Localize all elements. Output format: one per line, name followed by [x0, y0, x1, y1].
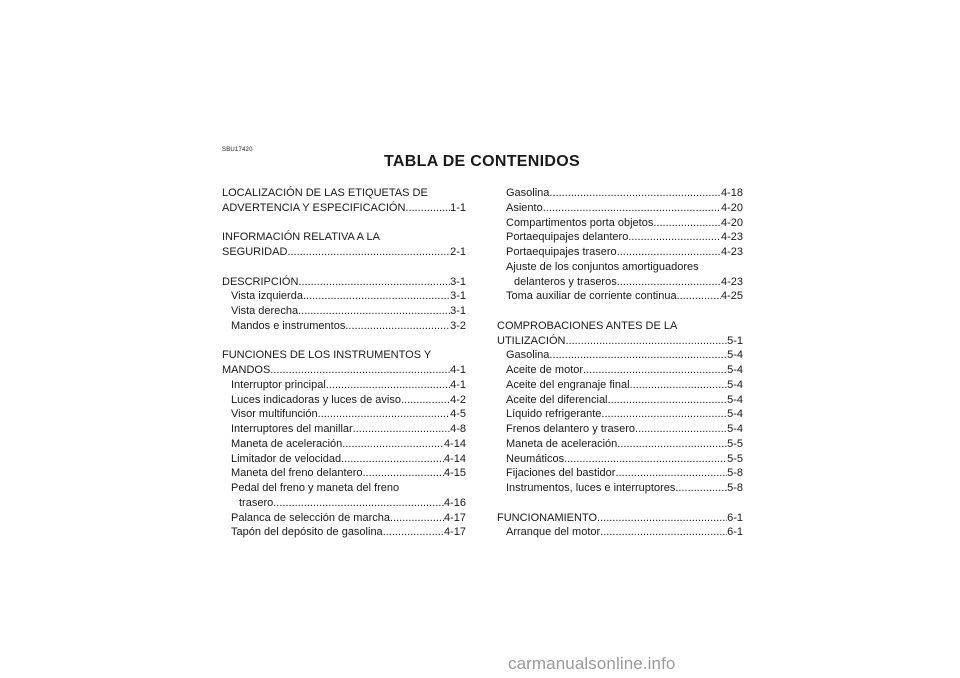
- dot-leader: [549, 186, 721, 201]
- toc-subentry[interactable]: [497, 378, 743, 393]
- toc-page-number: 1-1: [450, 201, 466, 214]
- toc-page-number: 4-18: [720, 187, 743, 199]
- toc-subentry[interactable]: [222, 289, 466, 304]
- toc-entry[interactable]: [497, 511, 743, 526]
- toc-entry-label: Portaequipajes trasero: [506, 246, 617, 258]
- toc-subentry[interactable]: [222, 422, 466, 437]
- dot-leader: [608, 393, 728, 408]
- toc-page-number: 4-25: [720, 290, 743, 303]
- toc-entry-label: Interruptor principal: [231, 378, 326, 391]
- toc-entry-label: Mandos e instrumentos: [231, 319, 346, 332]
- toc-entry-label: Fijaciones del bastidor: [506, 467, 616, 480]
- toc-subentry[interactable]: [222, 393, 466, 408]
- toc-page-number: 5-8: [727, 482, 743, 494]
- toc-subentry-heading: Ajuste de los conjuntos amortiguadores: [506, 260, 699, 273]
- toc-subentry[interactable]: [222, 304, 466, 319]
- dot-leader: [675, 481, 727, 496]
- toc-entry[interactable]: [222, 201, 466, 216]
- toc-page-number: 4-20: [720, 216, 743, 229]
- toc-entry-label: Maneta del freno delantero: [231, 467, 363, 480]
- toc-page-number: 4-16: [443, 496, 466, 509]
- toc-page-number: 5-1: [727, 334, 743, 347]
- dot-leader: [628, 230, 721, 245]
- page-title: TABLA DE CONTENIDOS: [384, 153, 580, 170]
- dot-leader: [565, 334, 727, 349]
- dot-leader: [383, 525, 444, 540]
- toc-subentry[interactable]: [222, 466, 466, 481]
- dot-leader: [564, 452, 727, 467]
- toc-entry-label: SEGURIDAD: [222, 246, 288, 258]
- dot-leader: [600, 525, 727, 540]
- toc-subentry[interactable]: [222, 511, 466, 526]
- dot-leader: [401, 393, 450, 408]
- toc-left-column: [222, 186, 466, 540]
- dot-leader: [345, 319, 450, 334]
- watermark: carmanualsonline.info: [508, 654, 676, 673]
- dot-leader: [677, 289, 721, 304]
- toc-page-number: 4-23: [720, 275, 743, 288]
- toc-subentry[interactable]: [497, 422, 743, 437]
- toc-subentry[interactable]: [222, 496, 466, 511]
- toc-entry-label: Maneta de aceleración: [506, 437, 618, 450]
- toc-subentry[interactable]: [497, 230, 743, 245]
- toc-subentry[interactable]: [497, 466, 743, 481]
- toc-subentry[interactable]: [497, 201, 743, 216]
- toc-page-number: 6-1: [727, 511, 743, 524]
- toc-subentry[interactable]: [497, 407, 743, 422]
- toc-page-number: 5-4: [727, 393, 743, 406]
- dot-leader: [270, 363, 450, 378]
- toc-page-number: 5-4: [727, 378, 743, 391]
- dot-leader: [630, 378, 728, 393]
- toc-subentry[interactable]: [497, 275, 743, 290]
- toc-page-number: 6-1: [727, 526, 743, 539]
- toc-entry[interactable]: [222, 275, 466, 290]
- toc-page-number: 4-1: [450, 378, 466, 391]
- toc-page-number: 2-1: [450, 246, 466, 258]
- toc-entry-label: Aceite del engranaje final: [506, 378, 630, 391]
- toc-subentry[interactable]: [497, 525, 743, 540]
- dot-leader: [635, 422, 727, 437]
- toc-entry-label: Interruptores del manillar: [231, 423, 353, 435]
- toc-entry-label: Aceite de motor: [506, 364, 584, 376]
- toc-page-number: 4-23: [720, 231, 743, 244]
- toc-entry-label: Tapón del depósito de gasolina: [231, 526, 383, 539]
- dot-leader: [601, 407, 727, 422]
- toc-page-number: 4-17: [443, 511, 466, 524]
- dot-leader: [362, 466, 443, 481]
- toc-entry-label: Visor multifunción: [231, 408, 318, 421]
- toc-subentry[interactable]: [497, 216, 743, 231]
- toc-entry-label: DESCRIPCIÓN: [222, 275, 299, 288]
- toc-section-heading: LOCALIZACIÓN DE LAS ETIQUETAS DE: [222, 187, 428, 199]
- toc-subentry[interactable]: [222, 437, 466, 452]
- toc-subentry[interactable]: [497, 289, 743, 304]
- toc-entry-label: Instrumentos, luces e interruptores: [506, 482, 676, 494]
- toc-entry-label: UTILIZACIÓN: [497, 334, 566, 347]
- toc-page-number: 4-14: [443, 437, 466, 450]
- dot-leader: [298, 275, 450, 290]
- toc-subentry[interactable]: [497, 437, 743, 452]
- toc-page-number: 3-1: [450, 305, 466, 317]
- dot-leader: [583, 363, 727, 378]
- toc-entry-label: Maneta de aceleración: [231, 437, 343, 450]
- toc-entry-label: Aceite del diferencial: [506, 393, 608, 406]
- toc-entry-label: Palanca de selección de marcha: [231, 511, 390, 524]
- toc-entry-label: Toma auxiliar de corriente continua: [506, 290, 677, 303]
- dot-leader: [405, 201, 450, 216]
- dot-leader: [653, 216, 721, 231]
- toc-subentry[interactable]: [497, 481, 743, 496]
- toc-entry-label: trasero: [239, 496, 274, 509]
- toc-page-number: 3-2: [450, 319, 466, 332]
- toc-page-number: 3-1: [450, 275, 466, 288]
- dot-leader: [617, 275, 721, 290]
- dot-leader: [390, 511, 444, 526]
- toc-entry-label: Gasolina: [506, 187, 550, 199]
- toc-page-number: 5-5: [727, 452, 743, 465]
- toc-right-column: [497, 186, 743, 540]
- toc-entry-label: MANDOS: [222, 364, 271, 376]
- toc-page-number: 4-20: [720, 201, 743, 214]
- dot-leader: [303, 289, 450, 304]
- toc-entry-label: Luces indicadoras y luces de aviso: [231, 393, 401, 406]
- toc-entry-label: Arranque del motor: [506, 526, 601, 539]
- toc-page-number: 5-4: [727, 349, 743, 362]
- toc-page-number: 5-8: [727, 467, 743, 480]
- toc-subentry[interactable]: [497, 348, 743, 363]
- toc-entry-label: Líquido refrigerante: [506, 408, 602, 421]
- toc-subentry[interactable]: [222, 319, 466, 334]
- toc-entry-label: Neumáticos: [506, 452, 565, 465]
- toc-entry-label: delanteros y traseros: [514, 275, 617, 288]
- toc-entry-label: Frenos delantero y trasero: [506, 423, 636, 435]
- toc-subentry[interactable]: [497, 186, 743, 201]
- toc-page-number: 3-1: [450, 290, 466, 303]
- toc-page-number: 4-8: [450, 423, 466, 435]
- toc-subentry[interactable]: [222, 525, 466, 540]
- dot-leader: [549, 348, 727, 363]
- dot-leader: [326, 378, 450, 393]
- toc-section-heading: FUNCIONES DE LOS INSTRUMENTOS Y: [222, 349, 432, 362]
- toc-page-number: 4-15: [443, 467, 466, 480]
- toc-subentry[interactable]: [222, 407, 466, 422]
- toc-page-number: 5-5: [727, 437, 743, 450]
- toc-entry[interactable]: [222, 363, 466, 378]
- toc-page-number: 4-14: [443, 452, 466, 465]
- toc-page-number: 4-2: [450, 393, 466, 406]
- toc-entry-label: Asiento: [506, 201, 543, 214]
- toc-section-heading: COMPROBACIONES ANTES DE LA: [497, 319, 678, 332]
- dot-leader: [273, 496, 444, 511]
- dot-leader: [318, 407, 450, 422]
- dot-leader: [617, 437, 727, 452]
- toc-section-heading: INFORMACIÓN RELATIVA A LA: [222, 231, 380, 244]
- toc-entry-label: Vista derecha: [231, 305, 299, 317]
- toc-entry-label: Compartimentos porta objetos: [506, 216, 654, 229]
- toc-page-number: 4-23: [720, 246, 743, 258]
- toc-page-number: 5-4: [727, 423, 743, 435]
- toc-subentry[interactable]: [222, 452, 466, 467]
- toc-entry-label: Vista izquierda: [231, 290, 303, 303]
- document-code: SBU17420: [222, 147, 253, 153]
- toc-entry-label: Limitador de velocidad: [231, 452, 342, 465]
- dot-leader: [597, 511, 727, 526]
- toc-subentry[interactable]: [497, 245, 743, 260]
- dot-leader: [342, 437, 444, 452]
- toc-page-number: 5-4: [727, 364, 743, 376]
- toc-subentry[interactable]: [497, 452, 743, 467]
- toc-page-number: 5-4: [727, 408, 743, 421]
- toc-entry[interactable]: [222, 245, 466, 260]
- toc-subentry-heading: Pedal del freno y maneta del freno: [231, 482, 400, 494]
- toc-page-number: 4-5: [450, 408, 466, 421]
- toc-subentry[interactable]: [222, 378, 466, 393]
- dot-leader: [615, 466, 727, 481]
- toc-entry-label: ADVERTENCIA Y ESPECIFICACIÓN: [222, 201, 406, 214]
- toc-subentry[interactable]: [497, 363, 743, 378]
- dot-leader: [543, 201, 721, 216]
- toc-entry-label: Gasolina: [506, 349, 550, 362]
- dot-leader: [287, 245, 450, 260]
- toc-subentry[interactable]: [497, 393, 743, 408]
- dot-leader: [353, 422, 450, 437]
- toc-page-number: 4-17: [443, 526, 466, 539]
- toc-entry-label: FUNCIONAMIENTO: [497, 511, 598, 524]
- dot-leader: [298, 304, 450, 319]
- dot-leader: [617, 245, 721, 260]
- toc-entry[interactable]: [497, 334, 743, 349]
- toc-page-number: 4-1: [450, 364, 466, 376]
- toc-entry-label: Portaequipajes delantero: [506, 231, 629, 244]
- dot-leader: [341, 452, 444, 467]
